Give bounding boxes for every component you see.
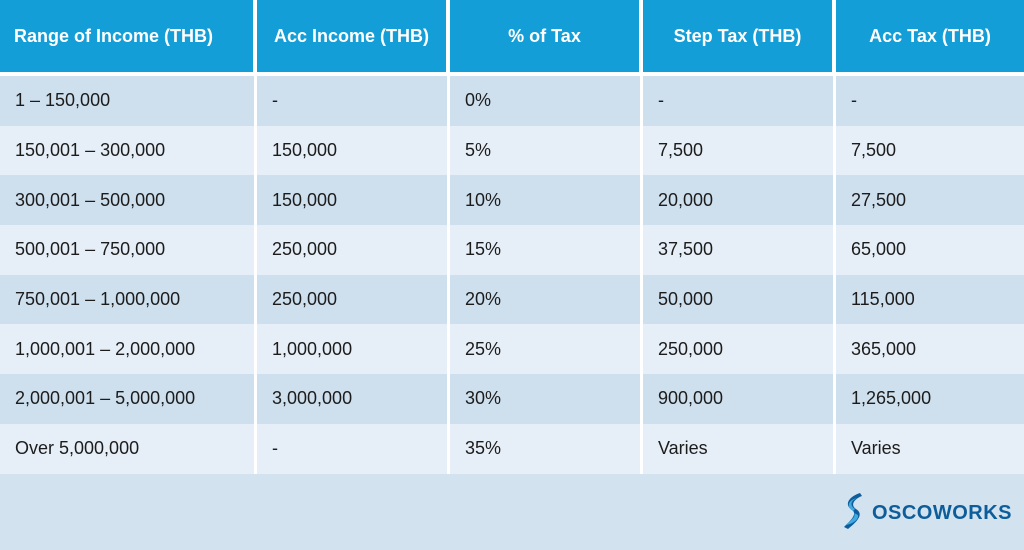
cell-acc-tax: 115,000 — [836, 275, 1024, 325]
cell-acc-income: 150,000 — [257, 175, 450, 225]
cell-percent: 30% — [450, 374, 643, 424]
cell-acc-tax: Varies — [836, 424, 1024, 474]
cell-percent: 0% — [450, 76, 643, 126]
table-row — [0, 275, 1024, 325]
cell-range: Over 5,000,000 — [0, 424, 257, 474]
cell-percent: 35% — [450, 424, 643, 474]
table-row — [0, 76, 1024, 126]
cell-range: 2,000,001 – 5,000,000 — [0, 374, 257, 424]
cell-range: 1 – 150,000 — [0, 76, 257, 126]
cell-step-tax: 50,000 — [643, 275, 836, 325]
cell-acc-income: 250,000 — [257, 275, 450, 325]
cell-range: 750,001 – 1,000,000 — [0, 275, 257, 325]
cell-percent: 25% — [450, 324, 643, 374]
cell-acc-income: - — [257, 424, 450, 474]
cell-step-tax: 900,000 — [643, 374, 836, 424]
table-header-row — [0, 0, 1024, 76]
header-step-tax: Step Tax (THB) — [643, 0, 836, 76]
cell-acc-tax: 27,500 — [836, 175, 1024, 225]
cell-step-tax: 7,500 — [643, 126, 836, 176]
header-range-of-income: Range of Income (THB) — [0, 0, 257, 76]
cell-acc-tax: 365,000 — [836, 324, 1024, 374]
cell-acc-tax: - — [836, 76, 1024, 126]
cell-acc-tax: 1,265,000 — [836, 374, 1024, 424]
cell-range: 300,001 – 500,000 — [0, 175, 257, 225]
table-row — [0, 424, 1024, 474]
cell-percent: 10% — [450, 175, 643, 225]
cell-step-tax: 20,000 — [643, 175, 836, 225]
header-acc-income: Acc Income (THB) — [257, 0, 450, 76]
cell-acc-income: 1,000,000 — [257, 324, 450, 374]
cell-percent: 15% — [450, 225, 643, 275]
cell-acc-tax: 7,500 — [836, 126, 1024, 176]
oscoworks-logo — [840, 491, 1012, 536]
cell-acc-income: 250,000 — [257, 225, 450, 275]
logo-wordmark: OSCOWORKS — [871, 502, 1012, 524]
cell-acc-tax: 65,000 — [836, 225, 1024, 275]
table-row — [0, 374, 1024, 424]
table-row — [0, 324, 1024, 374]
cell-acc-income: 3,000,000 — [257, 374, 450, 424]
cell-percent: 20% — [450, 275, 643, 325]
cell-range: 1,000,001 – 2,000,000 — [0, 324, 257, 374]
table-row — [0, 126, 1024, 176]
cell-step-tax: Varies — [643, 424, 836, 474]
table-row — [0, 225, 1024, 275]
header-percent-of-tax: % of Tax — [450, 0, 643, 76]
table-row — [0, 175, 1024, 225]
oscoworks-logo-icon — [840, 491, 870, 536]
cell-acc-income: 150,000 — [257, 126, 450, 176]
cell-acc-income: - — [257, 76, 450, 126]
cell-step-tax: - — [643, 76, 836, 126]
cell-percent: 5% — [450, 126, 643, 176]
header-acc-tax: Acc Tax (THB) — [836, 0, 1024, 76]
cell-range: 150,001 – 300,000 — [0, 126, 257, 176]
cell-step-tax: 250,000 — [643, 324, 836, 374]
cell-step-tax: 37,500 — [643, 225, 836, 275]
cell-range: 500,001 – 750,000 — [0, 225, 257, 275]
